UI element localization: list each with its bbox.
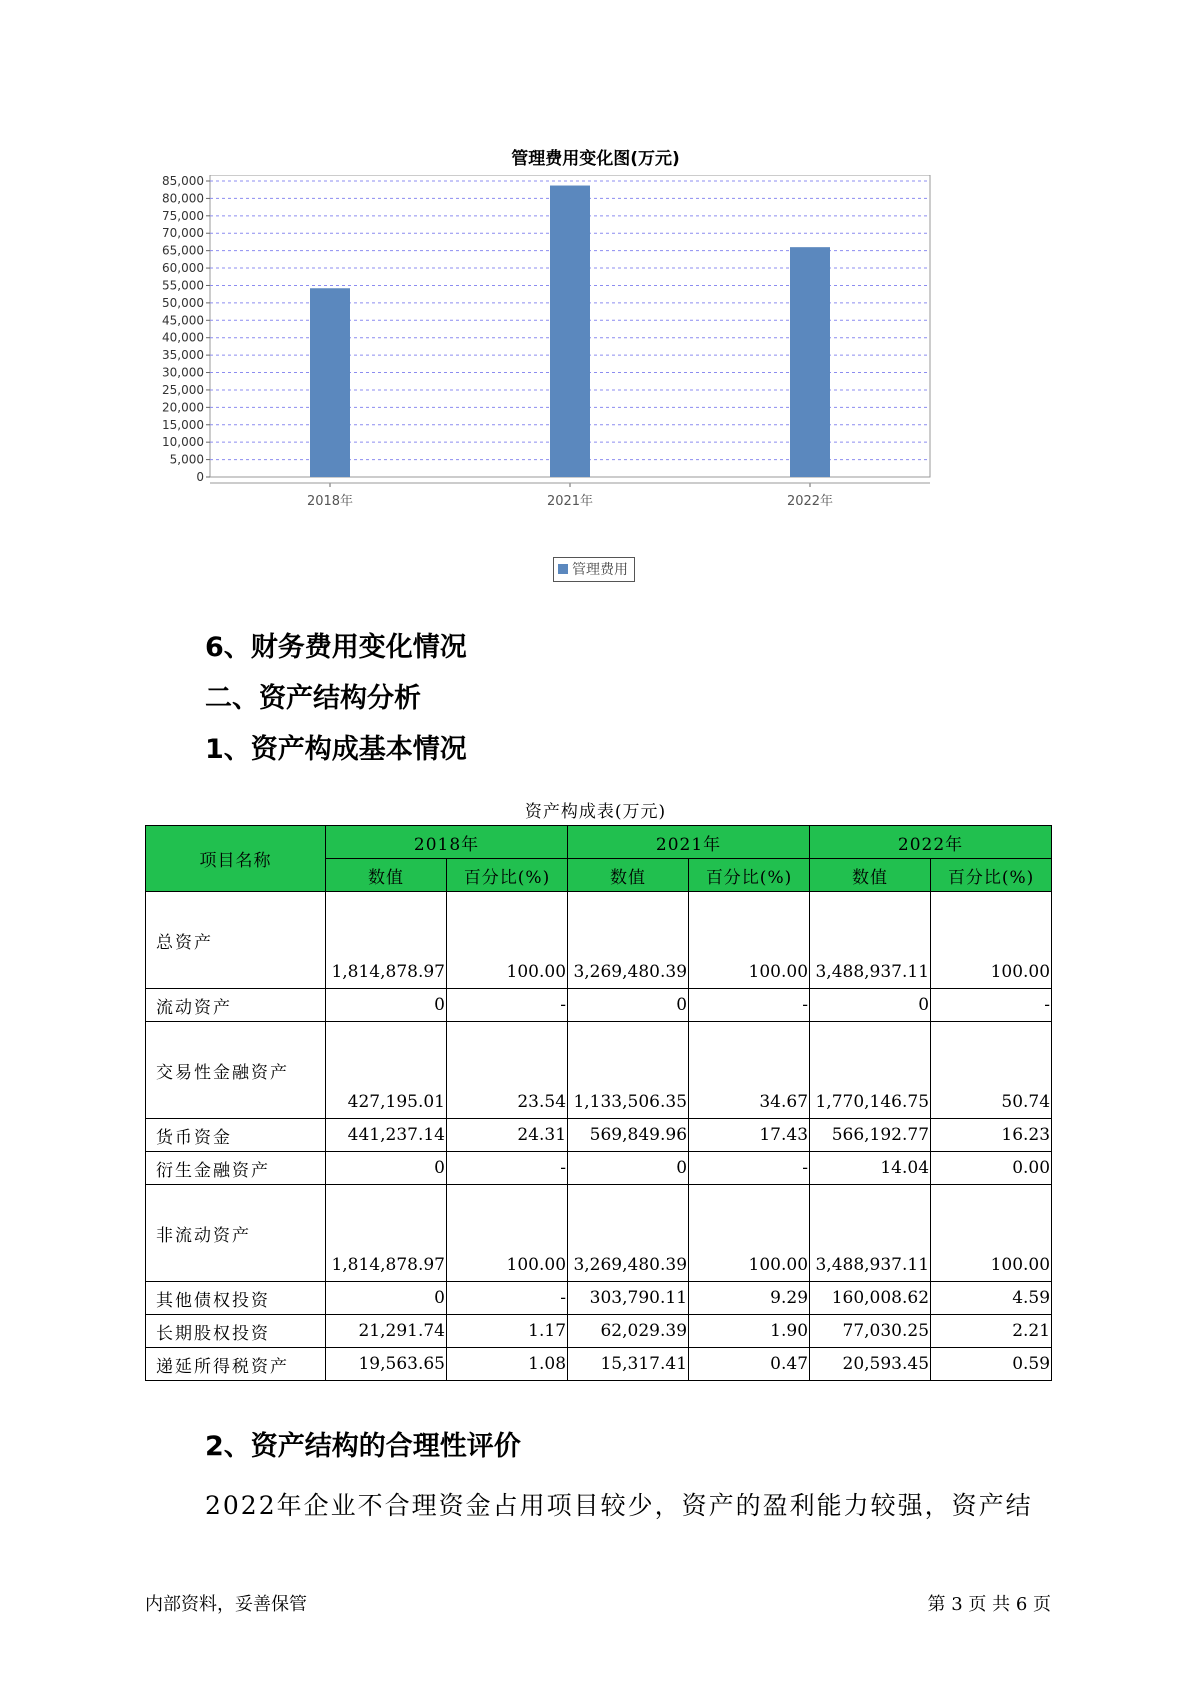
row-percent-cell: 1.08 <box>447 1348 568 1381</box>
row-value-cell: 1,814,878.97 <box>326 892 447 989</box>
row-value-cell: 3,488,937.11 <box>810 892 931 989</box>
row-percent-cell: 17.43 <box>689 1119 810 1152</box>
row-percent-cell: 2.21 <box>931 1315 1052 1348</box>
y-tick-label: 30,000 <box>162 365 204 380</box>
row-value-cell: 569,849.96 <box>568 1119 689 1152</box>
row-item-name: 交易性金融资产 <box>146 1022 326 1119</box>
row-percent-cell: 100.00 <box>689 892 810 989</box>
row-value-cell: 20,593.45 <box>810 1348 931 1381</box>
y-tick-label: 20,000 <box>162 400 204 415</box>
heading-financial-expense: 6、财务费用变化情况 <box>205 632 467 663</box>
header-year-2021: 2021年 <box>568 826 810 859</box>
table-title: 资产构成表(万元) <box>524 802 667 822</box>
x-tick-label: 2021年 <box>546 494 594 509</box>
row-item-name: 流动资产 <box>146 989 326 1022</box>
row-value-cell: 566,192.77 <box>810 1119 931 1152</box>
heading-asset-structure: 二、资产结构分析 <box>205 683 421 714</box>
row-value-cell: 77,030.25 <box>810 1315 931 1348</box>
chart-legend <box>553 557 635 582</box>
row-percent-cell: - <box>689 989 810 1022</box>
y-tick-label: 85,000 <box>162 175 204 188</box>
row-item-name: 货币资金 <box>146 1119 326 1152</box>
table-row <box>146 1022 1052 1119</box>
row-percent-cell: - <box>447 989 568 1022</box>
heading-asset-composition: 1、资产构成基本情况 <box>205 734 467 765</box>
row-value-cell: 0 <box>568 1152 689 1185</box>
row-value-cell: 0 <box>326 989 447 1022</box>
row-percent-cell: 100.00 <box>447 892 568 989</box>
y-tick-label: 75,000 <box>162 208 204 223</box>
table-row <box>146 1119 1052 1152</box>
row-percent-cell: 0.47 <box>689 1348 810 1381</box>
y-tick-label: 15,000 <box>162 417 204 432</box>
row-value-cell: 427,195.01 <box>326 1022 447 1119</box>
y-tick-label: 70,000 <box>162 226 204 241</box>
x-tick-label: 2018年 <box>306 494 354 509</box>
row-percent-cell: 50.74 <box>931 1022 1052 1119</box>
header-value: 数值 <box>568 859 689 892</box>
y-tick-label: 45,000 <box>162 313 204 328</box>
table-row <box>146 1152 1052 1185</box>
y-tick-label: 55,000 <box>162 278 204 293</box>
y-tick-label: 60,000 <box>162 261 204 276</box>
row-percent-cell: 100.00 <box>931 1185 1052 1282</box>
table-row <box>146 989 1052 1022</box>
legend-swatch <box>558 564 568 574</box>
row-percent-cell: 1.17 <box>447 1315 568 1348</box>
table-row <box>146 892 1052 989</box>
row-percent-cell: 16.23 <box>931 1119 1052 1152</box>
bar-2021年 <box>550 186 590 477</box>
row-value-cell: 0 <box>568 989 689 1022</box>
row-percent-cell: 34.67 <box>689 1022 810 1119</box>
row-item-name: 递延所得税资产 <box>146 1348 326 1381</box>
row-value-cell: 303,790.11 <box>568 1282 689 1315</box>
row-percent-cell: - <box>447 1282 568 1315</box>
table-body <box>146 892 1052 1381</box>
header-value: 数值 <box>810 859 931 892</box>
y-tick-label: 10,000 <box>162 435 204 450</box>
row-percent-cell: 100.00 <box>689 1185 810 1282</box>
row-percent-cell: 1.90 <box>689 1315 810 1348</box>
heading-asset-evaluation: 2、资产结构的合理性评价 <box>205 1431 521 1462</box>
row-percent-cell: 100.00 <box>931 892 1052 989</box>
row-value-cell: 15,317.41 <box>568 1348 689 1381</box>
y-tick-label: 25,000 <box>162 382 204 397</box>
x-tick-label: 2022年 <box>786 494 834 509</box>
bar-2022年 <box>790 247 830 477</box>
y-tick-label: 0 <box>196 470 204 484</box>
row-percent-cell: 23.54 <box>447 1022 568 1119</box>
y-tick-label: 40,000 <box>162 330 204 345</box>
row-value-cell: 0 <box>326 1152 447 1185</box>
bar-2018年 <box>310 288 350 477</box>
header-percent: 百分比(%) <box>931 859 1052 892</box>
row-percent-cell: - <box>447 1152 568 1185</box>
asset-composition-table <box>145 825 1052 1381</box>
chart-title: 管理费用变化图(万元) <box>511 149 680 169</box>
row-value-cell: 160,008.62 <box>810 1282 931 1315</box>
row-value-cell: 3,488,937.11 <box>810 1185 931 1282</box>
row-value-cell: 0 <box>326 1282 447 1315</box>
legend-label: 管理费用 <box>572 562 628 578</box>
y-tick-label: 80,000 <box>162 191 204 206</box>
row-value-cell: 21,291.74 <box>326 1315 447 1348</box>
row-value-cell: 14.04 <box>810 1152 931 1185</box>
row-value-cell: 3,269,480.39 <box>568 1185 689 1282</box>
row-item-name: 总资产 <box>146 892 326 989</box>
evaluation-paragraph: 2022年企业不合理资金占用项目较少，资产的盈利能力较强，资产结 <box>205 1491 1033 1520</box>
header-percent: 百分比(%) <box>689 859 810 892</box>
row-percent-cell: 100.00 <box>447 1185 568 1282</box>
row-percent-cell: - <box>689 1152 810 1185</box>
row-item-name: 非流动资产 <box>146 1185 326 1282</box>
row-item-name: 长期股权投资 <box>146 1315 326 1348</box>
management-expense-chart <box>140 175 1020 555</box>
row-percent-cell: - <box>931 989 1052 1022</box>
row-value-cell: 1,814,878.97 <box>326 1185 447 1282</box>
table-row <box>146 1348 1052 1381</box>
header-value: 数值 <box>326 859 447 892</box>
table-row <box>146 1282 1052 1315</box>
row-value-cell: 1,770,146.75 <box>810 1022 931 1119</box>
row-value-cell: 441,237.14 <box>326 1119 447 1152</box>
y-tick-label: 5,000 <box>169 452 204 467</box>
header-year-2018: 2018年 <box>326 826 568 859</box>
row-percent-cell: 0.59 <box>931 1348 1052 1381</box>
header-item-name: 项目名称 <box>146 826 326 892</box>
row-percent-cell: 24.31 <box>447 1119 568 1152</box>
row-value-cell: 0 <box>810 989 931 1022</box>
row-percent-cell: 9.29 <box>689 1282 810 1315</box>
footer-page-number: 第 3 页 共 6 页 <box>927 1594 1051 1615</box>
header-year-2022: 2022年 <box>810 826 1052 859</box>
y-tick-label: 50,000 <box>162 295 204 310</box>
row-value-cell: 62,029.39 <box>568 1315 689 1348</box>
y-tick-label: 65,000 <box>162 243 204 258</box>
row-value-cell: 3,269,480.39 <box>568 892 689 989</box>
row-percent-cell: 0.00 <box>931 1152 1052 1185</box>
table-row <box>146 1185 1052 1282</box>
row-percent-cell: 4.59 <box>931 1282 1052 1315</box>
table-row <box>146 1315 1052 1348</box>
header-percent: 百分比(%) <box>447 859 568 892</box>
footer-confidential: 内部资料，妥善保管 <box>145 1594 307 1615</box>
row-item-name: 其他债权投资 <box>146 1282 326 1315</box>
y-tick-label: 35,000 <box>162 348 204 363</box>
row-value-cell: 1,133,506.35 <box>568 1022 689 1119</box>
row-item-name: 衍生金融资产 <box>146 1152 326 1185</box>
row-value-cell: 19,563.65 <box>326 1348 447 1381</box>
